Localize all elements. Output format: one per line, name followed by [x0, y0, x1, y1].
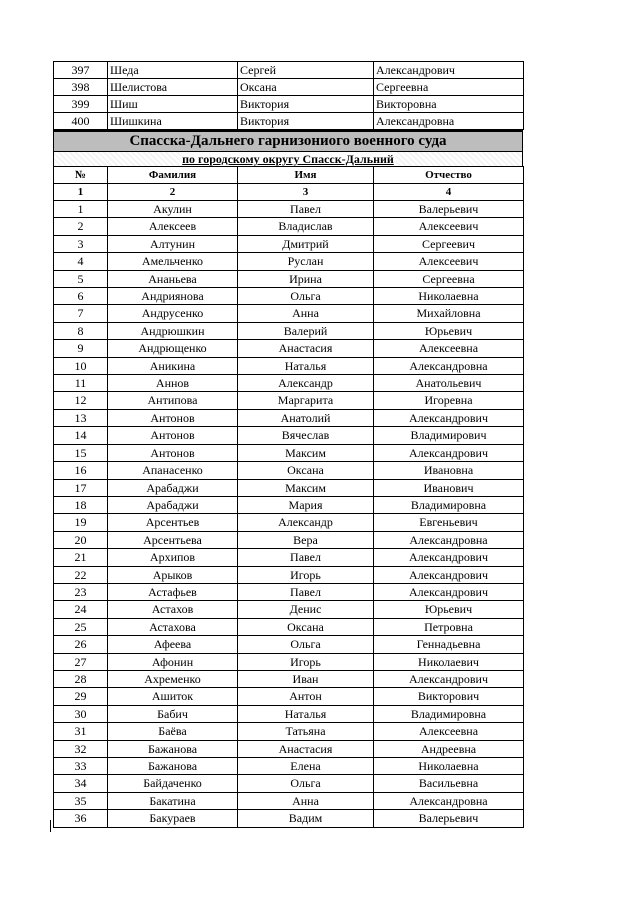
table-row [54, 549, 524, 566]
table-row [54, 670, 524, 687]
row-first-name: Игорь [238, 566, 374, 583]
row-patronymic: Иванович [374, 479, 524, 496]
row-number: 20 [54, 531, 108, 548]
row-number: 15 [54, 444, 108, 461]
row-first-name: Наталья [238, 357, 374, 374]
row-number: 399 [54, 96, 108, 113]
table-row [54, 462, 524, 479]
row-first-name: Владислав [238, 218, 374, 235]
row-patronymic: Алексеевич [374, 253, 524, 270]
row-last-name: Арсентьева [108, 531, 238, 548]
row-last-name: Антонов [108, 409, 238, 426]
table-row [54, 113, 524, 130]
row-number: 6 [54, 288, 108, 305]
row-number: 31 [54, 723, 108, 740]
row-patronymic: Валерьевич [374, 201, 524, 218]
court-title: Спасска-Дальнего гарнизониого военного суда [53, 130, 523, 152]
table-row [54, 427, 524, 444]
row-patronymic: Сергеевна [374, 270, 524, 287]
row-patronymic: Алексеевна [374, 340, 524, 357]
row-first-name: Оксана [238, 462, 374, 479]
row-last-name: Андрющенко [108, 340, 238, 357]
document-sheet [53, 61, 523, 828]
row-last-name: Андриянова [108, 288, 238, 305]
row-first-name: Елена [238, 758, 374, 775]
row-number: 2 [54, 218, 108, 235]
row-number: 4 [54, 253, 108, 270]
row-patronymic: Александровна [374, 531, 524, 548]
header-first-name: Имя [238, 167, 374, 184]
row-first-name: Вадим [238, 810, 374, 827]
row-patronymic: Александрович [374, 670, 524, 687]
row-first-name: Маргарита [238, 392, 374, 409]
row-patronymic: Сергеевич [374, 235, 524, 252]
court-subtitle-text: по городскому округу Спасск-Дальний [182, 152, 394, 166]
row-last-name: Андрюшкин [108, 322, 238, 339]
row-number: 1 [54, 201, 108, 218]
row-last-name: Астахов [108, 601, 238, 618]
row-first-name: Игорь [238, 653, 374, 670]
table-row [54, 775, 524, 792]
row-first-name: Александр [238, 375, 374, 392]
table-row [54, 566, 524, 583]
row-number: 19 [54, 514, 108, 531]
row-last-name: Амельченко [108, 253, 238, 270]
row-patronymic: Александровна [374, 792, 524, 809]
row-first-name: Оксана [238, 618, 374, 635]
row-patronymic: Николаевна [374, 288, 524, 305]
row-first-name: Ольга [238, 775, 374, 792]
table-row [54, 810, 524, 827]
row-last-name: Байдаченко [108, 775, 238, 792]
row-number: 17 [54, 479, 108, 496]
row-first-name: Александр [238, 514, 374, 531]
row-first-name: Ольга [238, 288, 374, 305]
row-last-name: Шишкина [108, 113, 238, 130]
row-first-name: Татьяна [238, 723, 374, 740]
row-patronymic: Владимирович [374, 427, 524, 444]
table-row [54, 514, 524, 531]
row-number: 398 [54, 79, 108, 96]
row-first-name: Ирина [238, 270, 374, 287]
row-patronymic: Андреевна [374, 740, 524, 757]
row-patronymic: Валерьевич [374, 810, 524, 827]
row-patronymic: Петровна [374, 618, 524, 635]
row-last-name: Ахременко [108, 670, 238, 687]
row-last-name: Арабаджи [108, 496, 238, 513]
row-last-name: Андрусенко [108, 305, 238, 322]
row-patronymic: Михайловна [374, 305, 524, 322]
row-last-name: Аникина [108, 357, 238, 374]
row-number: 5 [54, 270, 108, 287]
row-patronymic: Владимировна [374, 705, 524, 722]
table-row [54, 357, 524, 374]
row-first-name: Руслан [238, 253, 374, 270]
table-row [54, 409, 524, 426]
row-number: 16 [54, 462, 108, 479]
row-number: 11 [54, 375, 108, 392]
row-patronymic: Николаевна [374, 758, 524, 775]
row-first-name: Павел [238, 201, 374, 218]
row-last-name: Бажанова [108, 740, 238, 757]
column-number-2: 2 [108, 184, 238, 201]
table-row [54, 740, 524, 757]
row-last-name: Арабаджи [108, 479, 238, 496]
row-patronymic: Сергеевна [374, 79, 524, 96]
table-row [54, 305, 524, 322]
header-patronymic: Отчество [374, 167, 524, 184]
table-row [54, 583, 524, 600]
row-last-name: Апанасенко [108, 462, 238, 479]
column-number-row [54, 184, 524, 201]
row-number: 23 [54, 583, 108, 600]
row-patronymic: Александрович [374, 409, 524, 426]
row-first-name: Валерий [238, 322, 374, 339]
row-number: 14 [54, 427, 108, 444]
table-row [54, 218, 524, 235]
column-number-3: 3 [238, 184, 374, 201]
row-first-name: Анатолий [238, 409, 374, 426]
row-first-name: Дмитрий [238, 235, 374, 252]
row-last-name: Шеда [108, 62, 238, 79]
row-first-name: Максим [238, 479, 374, 496]
row-first-name: Сергей [238, 62, 374, 79]
row-first-name: Мария [238, 496, 374, 513]
row-first-name: Анна [238, 305, 374, 322]
row-patronymic: Владимировна [374, 496, 524, 513]
table-row [54, 444, 524, 461]
table-row [54, 653, 524, 670]
row-patronymic: Евгеньевич [374, 514, 524, 531]
row-patronymic: Геннадьевна [374, 636, 524, 653]
row-number: 26 [54, 636, 108, 653]
row-number: 400 [54, 113, 108, 130]
row-last-name: Шелистова [108, 79, 238, 96]
row-first-name: Виктория [238, 96, 374, 113]
row-patronymic: Алексеевич [374, 218, 524, 235]
row-number: 12 [54, 392, 108, 409]
row-last-name: Антипова [108, 392, 238, 409]
row-number: 33 [54, 758, 108, 775]
table-header-row [54, 167, 524, 184]
row-last-name: Архипов [108, 549, 238, 566]
row-last-name: Алтунин [108, 235, 238, 252]
table-row [54, 792, 524, 809]
table-row [54, 688, 524, 705]
row-number: 28 [54, 670, 108, 687]
row-last-name: Бакатина [108, 792, 238, 809]
table-row [54, 201, 524, 218]
table-row [54, 601, 524, 618]
row-last-name: Астахова [108, 618, 238, 635]
table-row [54, 235, 524, 252]
row-last-name: Шиш [108, 96, 238, 113]
row-number: 9 [54, 340, 108, 357]
table-row [54, 636, 524, 653]
row-number: 34 [54, 775, 108, 792]
table-row [54, 705, 524, 722]
row-first-name: Оксана [238, 79, 374, 96]
row-first-name: Наталья [238, 705, 374, 722]
margin-mark [50, 820, 51, 832]
previous-court-table-tail [53, 61, 524, 130]
juror-list-table [53, 166, 524, 828]
table-row [54, 758, 524, 775]
row-number: 7 [54, 305, 108, 322]
table-row [54, 288, 524, 305]
row-patronymic: Анатольевич [374, 375, 524, 392]
column-number-1: 1 [54, 184, 108, 201]
row-patronymic: Александрович [374, 62, 524, 79]
table-row [54, 340, 524, 357]
column-number-4: 4 [374, 184, 524, 201]
table-row [54, 96, 524, 113]
row-number: 10 [54, 357, 108, 374]
row-last-name: Антонов [108, 444, 238, 461]
table-row [54, 723, 524, 740]
row-number: 3 [54, 235, 108, 252]
row-patronymic: Викторовна [374, 96, 524, 113]
table-row [54, 375, 524, 392]
row-last-name: Афеева [108, 636, 238, 653]
row-first-name: Анастасия [238, 740, 374, 757]
row-patronymic: Игоревна [374, 392, 524, 409]
row-first-name: Ольга [238, 636, 374, 653]
row-first-name: Анна [238, 792, 374, 809]
row-number: 30 [54, 705, 108, 722]
row-last-name: Бакураев [108, 810, 238, 827]
table-row [54, 79, 524, 96]
row-patronymic: Васильевна [374, 775, 524, 792]
row-patronymic: Александрович [374, 583, 524, 600]
row-last-name: Алексеев [108, 218, 238, 235]
row-patronymic: Юрьевич [374, 601, 524, 618]
court-subtitle [53, 152, 523, 166]
row-number: 24 [54, 601, 108, 618]
row-patronymic: Ивановна [374, 462, 524, 479]
row-patronymic: Александровна [374, 357, 524, 374]
header-last-name: Фамилия [108, 167, 238, 184]
table-row [54, 496, 524, 513]
row-last-name: Баёва [108, 723, 238, 740]
header-number: № [54, 167, 108, 184]
row-last-name: Акулин [108, 201, 238, 218]
row-last-name: Бабич [108, 705, 238, 722]
row-number: 35 [54, 792, 108, 809]
table-row [54, 531, 524, 548]
row-last-name: Бажанова [108, 758, 238, 775]
row-patronymic: Алексеевна [374, 723, 524, 740]
row-first-name: Вера [238, 531, 374, 548]
table-row [54, 253, 524, 270]
row-first-name: Павел [238, 583, 374, 600]
row-number: 22 [54, 566, 108, 583]
row-number: 8 [54, 322, 108, 339]
row-number: 36 [54, 810, 108, 827]
row-last-name: Антонов [108, 427, 238, 444]
row-patronymic: Александрович [374, 549, 524, 566]
row-patronymic: Николаевич [374, 653, 524, 670]
row-last-name: Астафьев [108, 583, 238, 600]
row-number: 32 [54, 740, 108, 757]
row-first-name: Павел [238, 549, 374, 566]
table-row [54, 392, 524, 409]
table-row [54, 322, 524, 339]
row-number: 27 [54, 653, 108, 670]
row-number: 21 [54, 549, 108, 566]
row-last-name: Аннов [108, 375, 238, 392]
row-number: 397 [54, 62, 108, 79]
row-last-name: Арсентьев [108, 514, 238, 531]
row-number: 13 [54, 409, 108, 426]
row-number: 29 [54, 688, 108, 705]
row-patronymic: Юрьевич [374, 322, 524, 339]
row-patronymic: Александрович [374, 444, 524, 461]
row-patronymic: Александрович [374, 566, 524, 583]
row-number: 25 [54, 618, 108, 635]
table-row [54, 618, 524, 635]
row-number: 18 [54, 496, 108, 513]
row-first-name: Антон [238, 688, 374, 705]
table-row [54, 270, 524, 287]
table-row [54, 479, 524, 496]
row-first-name: Максим [238, 444, 374, 461]
table-row [54, 62, 524, 79]
row-first-name: Виктория [238, 113, 374, 130]
row-last-name: Ашиток [108, 688, 238, 705]
row-patronymic: Викторович [374, 688, 524, 705]
row-first-name: Денис [238, 601, 374, 618]
row-last-name: Арыков [108, 566, 238, 583]
row-last-name: Афонин [108, 653, 238, 670]
row-first-name: Вячеслав [238, 427, 374, 444]
row-first-name: Иван [238, 670, 374, 687]
row-first-name: Анастасия [238, 340, 374, 357]
row-last-name: Ананьева [108, 270, 238, 287]
row-patronymic: Александровна [374, 113, 524, 130]
